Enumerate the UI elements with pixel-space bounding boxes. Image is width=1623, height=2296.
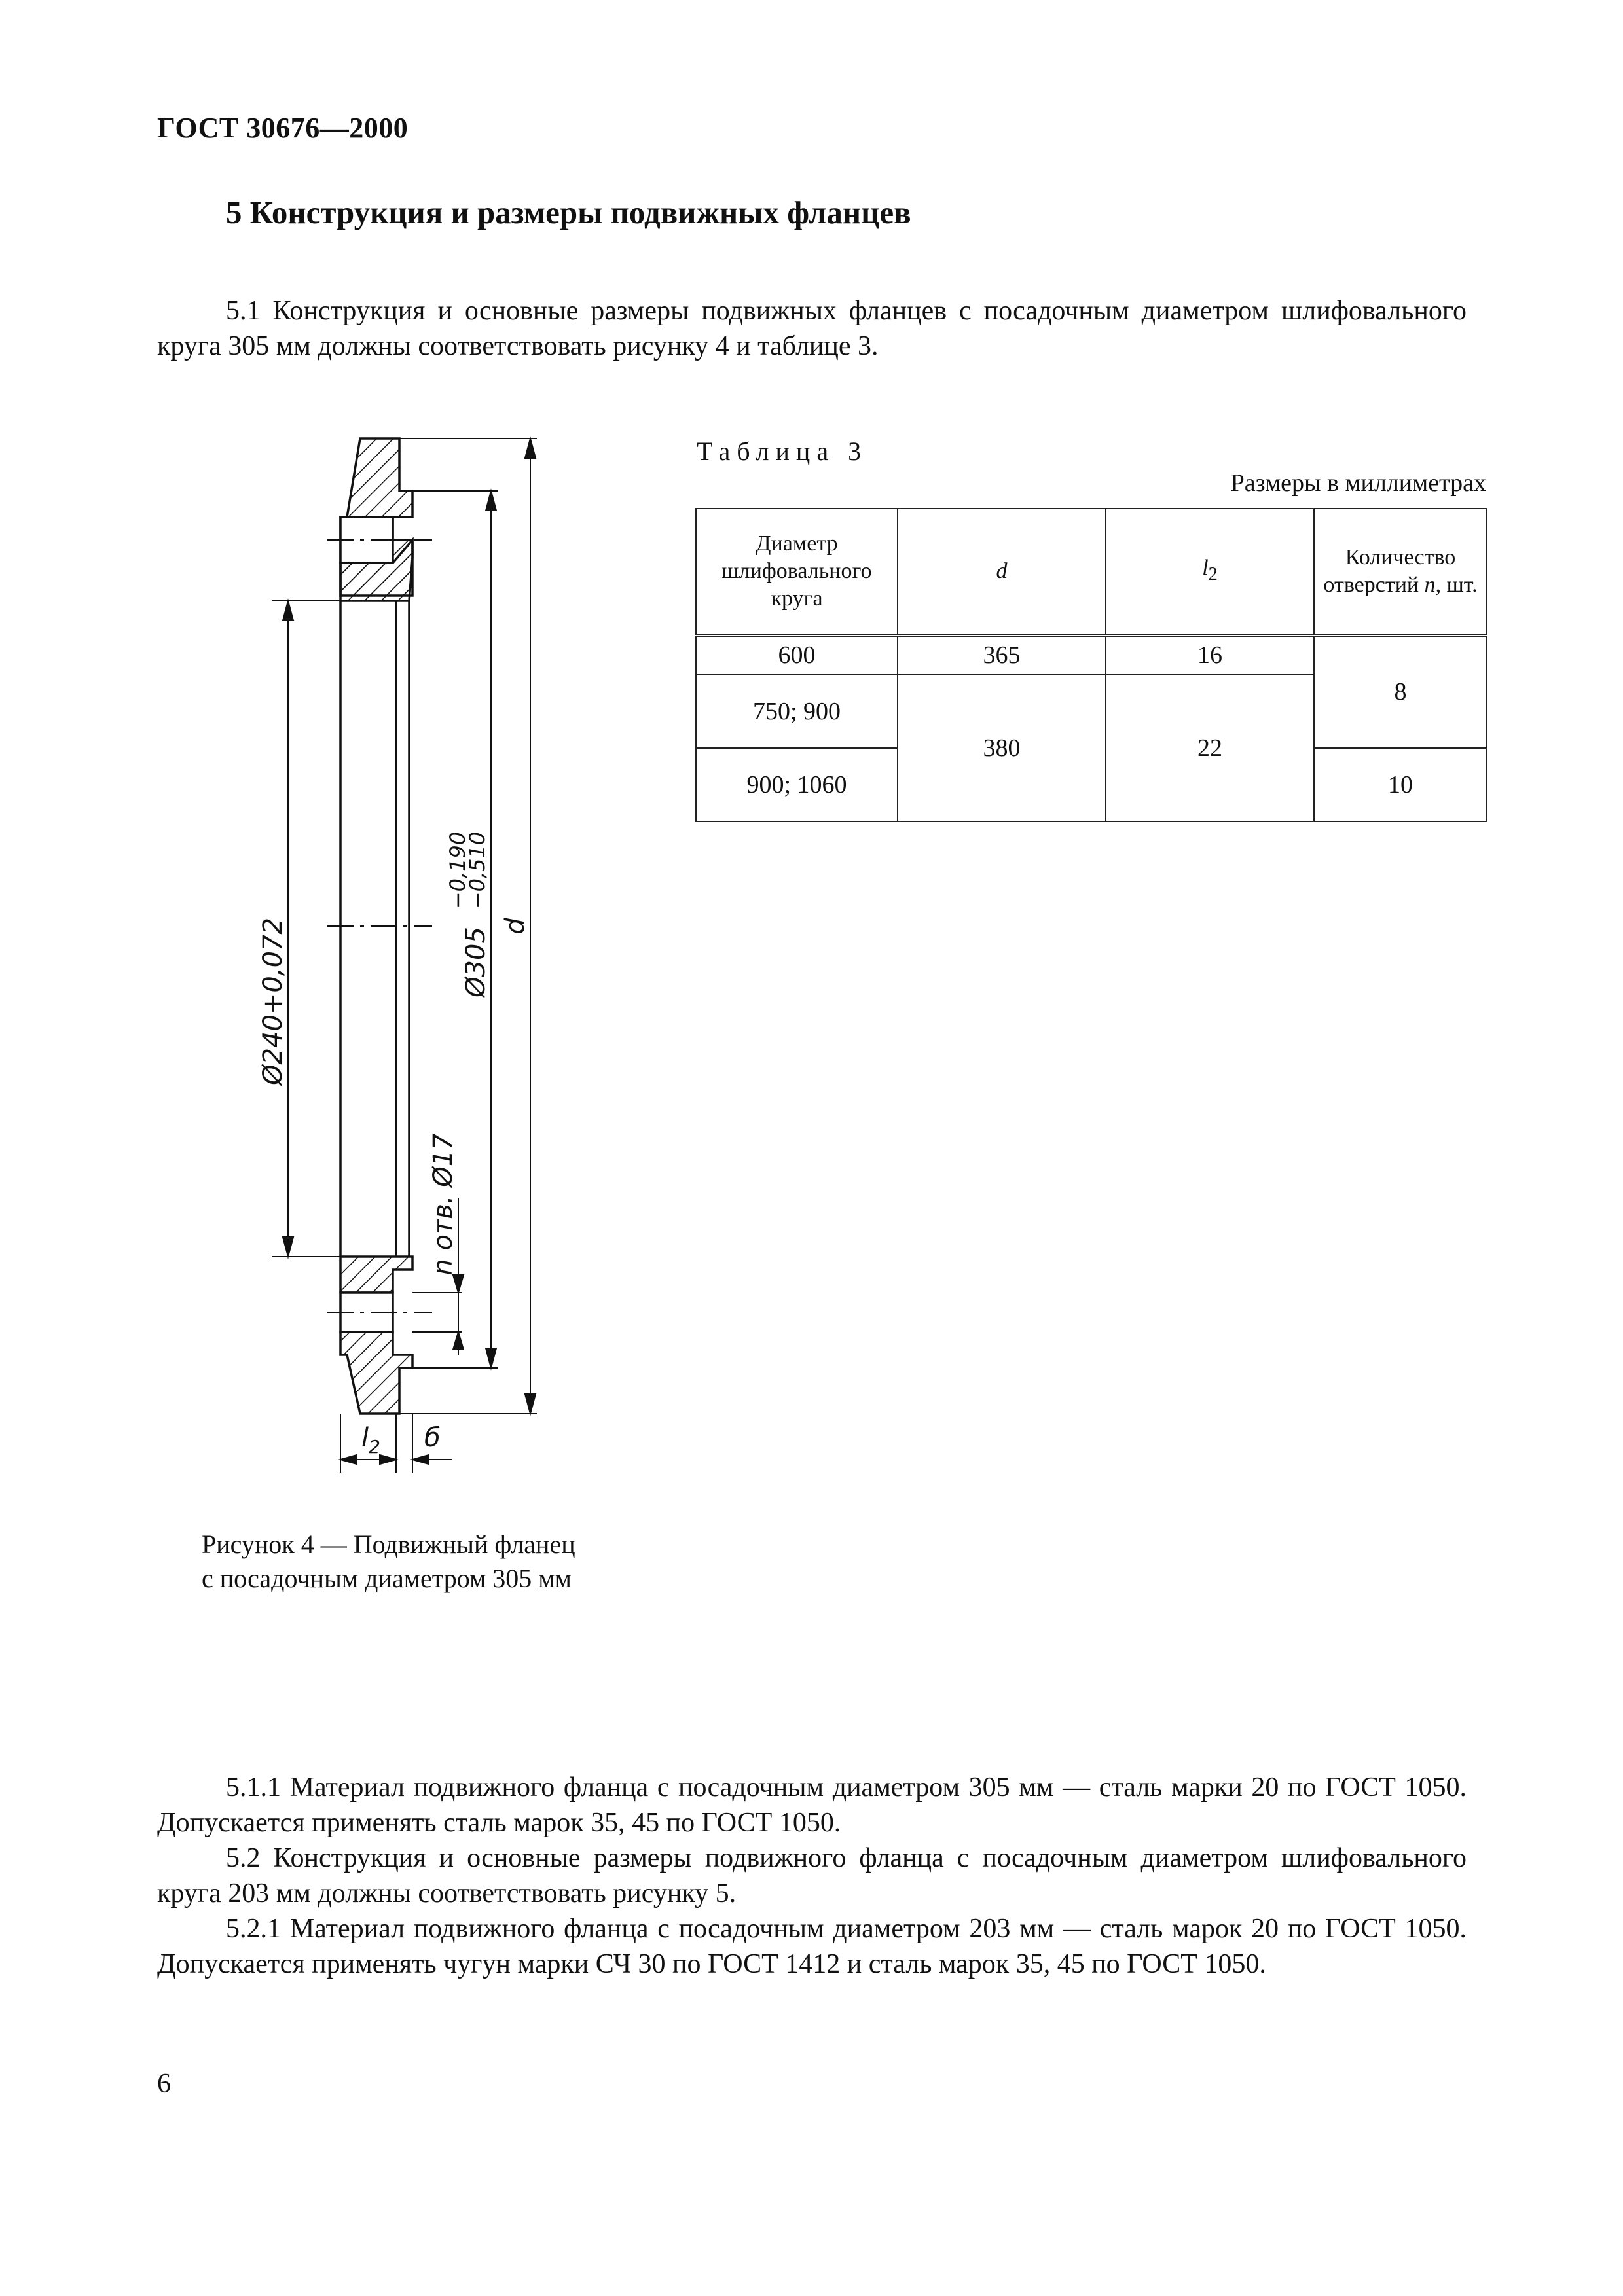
dim-seat-upper-tolerance: −0,190 bbox=[445, 831, 470, 910]
dim-holes-label: n отв. Ø17 bbox=[428, 1133, 458, 1276]
paragraph-5-1-text: 5.1 Конструкция и основные размеры подвижных фланцев с посадочным диаметром шлифовального круга 305 мм должны соответствовать рисунку 4 и таблице 3. bbox=[157, 296, 1467, 361]
dim-b-label: б bbox=[424, 1423, 441, 1453]
header-diameter: Диаметр шлифовального круга bbox=[696, 509, 898, 636]
dim-seat-label: Ø305 bbox=[461, 927, 491, 997]
cell-l2: 16 bbox=[1106, 636, 1314, 675]
section-heading: 5 Конструкция и размеры подвижных фланцев bbox=[226, 194, 911, 230]
header-l2: $l_2$ bbox=[1106, 509, 1314, 636]
table-units: Размеры в миллиметрах bbox=[1230, 469, 1486, 497]
dimensions-table bbox=[695, 508, 1487, 822]
header-d: d bbox=[898, 509, 1106, 636]
paragraph-5-1-1 bbox=[157, 1770, 1467, 1840]
cell-diameter: 600 bbox=[696, 636, 898, 675]
document-code: ГОСТ 30676—2000 bbox=[157, 112, 409, 144]
cell-l2: 22 bbox=[1106, 675, 1314, 821]
cell-count: 8 bbox=[1314, 636, 1487, 748]
dim-bore-label: Ø240+0,072 bbox=[258, 918, 288, 1085]
header-count: Количество отверстий n, шт. bbox=[1314, 509, 1487, 636]
centerlines bbox=[327, 540, 432, 1312]
cell-diameter: 900; 1060 bbox=[696, 748, 898, 821]
paragraph-5-1-1-text: 5.1.1 Материал подвижного фланца с посадочным диаметром 305 мм — сталь марки 20 по ГОСТ 1050. Допускается применять сталь марок 35, 45 по ГОСТ 1050. bbox=[157, 1772, 1467, 1838]
flange-bottom-section bbox=[340, 1332, 412, 1414]
paragraph-5-2-1-text: 5.2.1 Материал подвижного фланца с посадочным диаметром 203 мм — сталь марок 20 по ГОСТ 1050. Допускается применять чугун марки СЧ 30 по ГОСТ 1412 и сталь марок 35, 45 по ГОСТ 1050. bbox=[157, 1914, 1467, 1979]
paragraph-5-2-text: 5.2 Конструкция и основные размеры подвижного фланца с посадочным диаметром шлифовального круга 203 мм должны соответствовать рисунку 5. bbox=[157, 1843, 1467, 1909]
paragraph-5-1 bbox=[157, 293, 1467, 364]
cell-d: 380 bbox=[898, 675, 1106, 821]
paragraph-5-2 bbox=[157, 1840, 1467, 1911]
table-header-row bbox=[696, 509, 1487, 636]
cell-diameter: 750; 900 bbox=[696, 675, 898, 748]
flange-bottom-upper-section bbox=[340, 1257, 412, 1293]
figure-caption-line-1: Рисунок 4 — Подвижный фланец bbox=[202, 1530, 575, 1559]
paragraph-5-2-1 bbox=[157, 1911, 1467, 1982]
flange-drawing bbox=[236, 412, 642, 1473]
page-number: 6 bbox=[157, 2069, 171, 2099]
figure-caption-line-2: с посадочным диаметром 305 мм bbox=[202, 1564, 572, 1593]
dim-seat-lower-tolerance: −0,510 bbox=[465, 831, 490, 910]
cell-d: 365 bbox=[898, 636, 1106, 675]
dim-outer-label: d bbox=[500, 918, 530, 935]
dim-l2-label: $l_2$ bbox=[361, 1423, 380, 1458]
cell-count: 10 bbox=[1314, 748, 1487, 821]
table-row bbox=[696, 636, 1487, 675]
table-caption: Таблица 3 bbox=[697, 437, 868, 466]
figure-caption bbox=[202, 1528, 575, 1596]
